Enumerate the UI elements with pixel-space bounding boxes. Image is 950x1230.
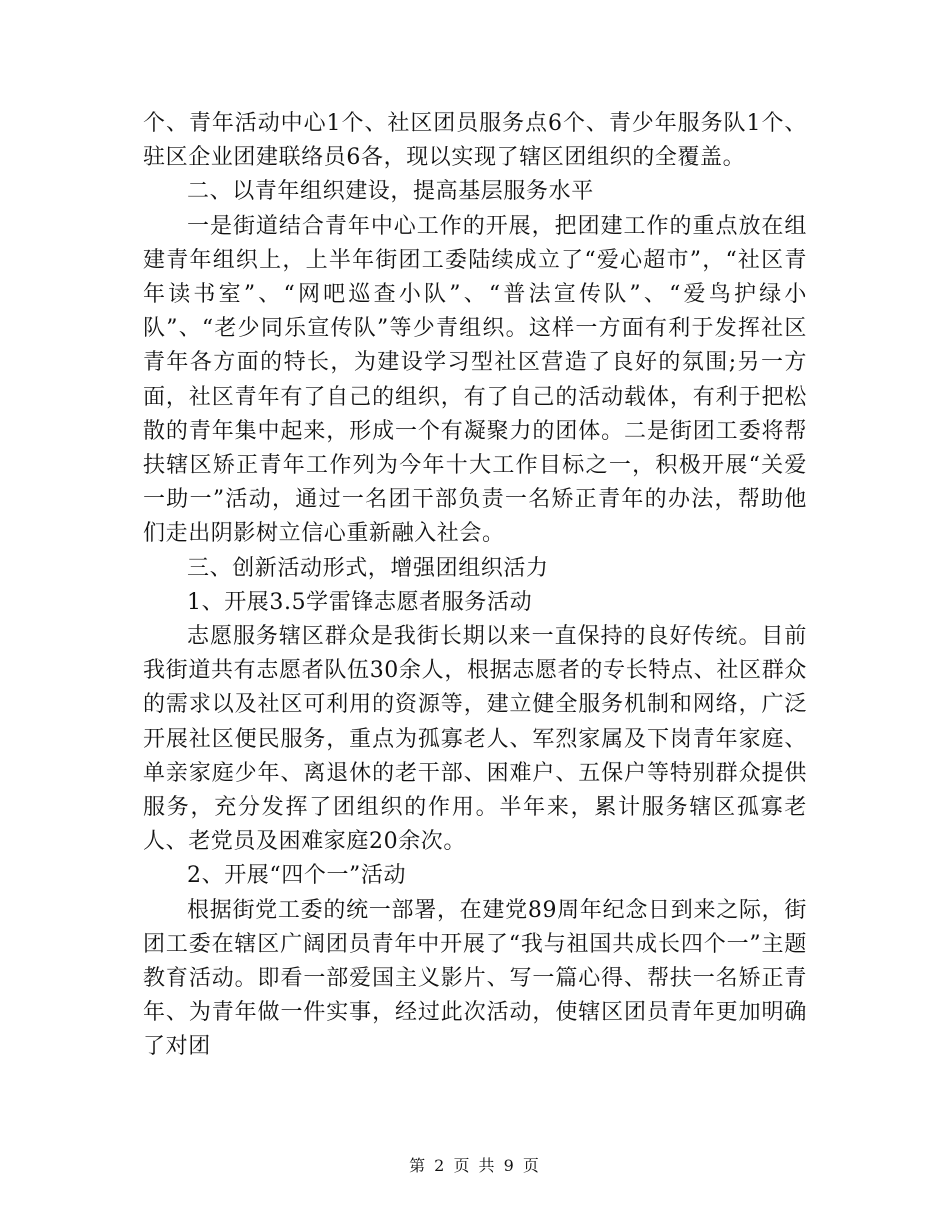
page-number-footer: 第 2 页 共 9 页 (409, 1156, 541, 1175)
document-body (143, 107, 807, 1065)
subheading-volunteer-service: 1、开展3.5学雷锋志愿者服务活动 (187, 589, 533, 615)
paragraph-youth-organizations: 一是街道结合青年中心工作的开展，把团建工作的重点放在组建青年组织上，上半年街团工委陆续成立了“爱心超市”，“社区青年读书室”、“网吧巡查小队”、“普法宣传队”、“爱鸟护绿小队”、“老少同乐宣传队”等少青组织。这样一方面有利于发挥社区青年各方面的特长，为建设学习型社区营造了良好的氛围;另一方面，社区青年有了自己的组织，有了自己的活动载体，有利于把松散的青年集中起来，形成一个有凝聚力的团体。二是街团工委将帮扶辖区矫正青年工作列为今年十大工作目标之一，积极开展“关爱一助一”活动，通过一名团干部负责一名矫正青年的办法，帮助他们走出阴影树立信心重新融入社会。 (143, 213, 807, 547)
paragraph-volunteer-service: 志愿服务辖区群众是我街长期以来一直保持的良好传统。目前我街道共有志愿者队伍30余人，根据志愿者的专长特点、社区群众的需求以及社区可利用的资源等，建立健全服务机制和网络，广泛开展社区便民服务，重点为孤寡老人、军烈家属及下岗青年家庭、单亲家庭少年、离退休的老干部、困难户、五保户等特别群众提供服务，充分发挥了团组织的作用。半年来，累计服务辖区孤寡老人、老党员及困难家庭20余次。 (143, 624, 807, 855)
subheading-four-ones: 2、开展“四个一”活动 (187, 863, 407, 889)
section-heading-3: 三、创新活动形式，增强团组织活力 (187, 555, 549, 581)
paragraph-four-ones: 根据街党工委的统一部署，在建党89周年纪念日到来之际，街团工委在辖区广阔团员青年中开展了“我与祖国共成长四个一”主题教育活动。即看一部爱国主义影片、写一篇心得、帮扶一名矫正青年、为青年做一件实事，经过此次活动，使辖区团员青年更加明确了对团 (143, 897, 807, 1060)
section-heading-2: 二、以青年组织建设，提高基层服务水平 (187, 179, 594, 205)
paragraph-continuation: 个、青年活动中心1个、社区团员服务点6个、青少年服务队1个、驻区企业团建联络员6各，现以实现了辖区团组织的全覆盖。 (143, 111, 807, 171)
